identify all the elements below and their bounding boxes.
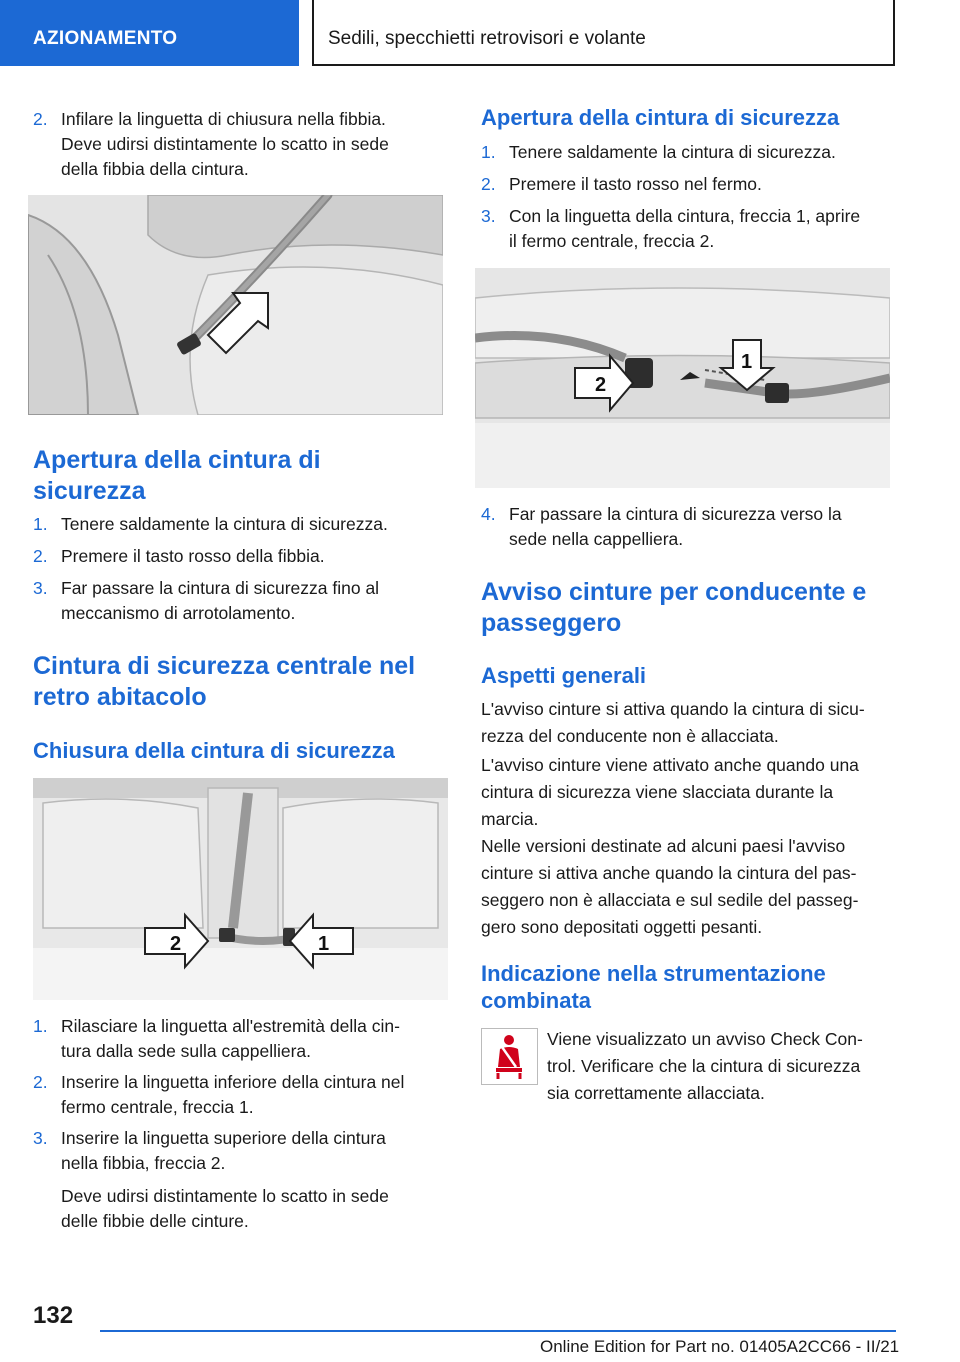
heading-instrument-display: Indicazione nella strumentazione combinata: [481, 961, 826, 1013]
chapter-title: Sedili, specchietti retrovisori e volante: [328, 28, 646, 49]
paragraph: L'avviso cinture viene attivato anche quando una cintura di sicurezza viene slacciata durante la marcia.: [481, 755, 859, 829]
callout-label-2: 2: [170, 933, 182, 955]
figure-center-belt-open: [475, 268, 890, 488]
page-number: 132: [33, 1302, 74, 1329]
heading-center-belt: Cintura di sicurezza centrale nel retro abitacolo: [33, 652, 416, 711]
heading-general: Aspetti generali: [481, 663, 647, 688]
figure-center-belt-close: [33, 778, 448, 1000]
paragraph: L'avviso cinture si attiva quando la cintura di sicu- rezza del conducente non è allacciata.: [481, 699, 865, 746]
heading-open-center-belt: Apertura della cintura di sicurezza: [481, 105, 840, 130]
display-text: Viene visualizzato un avviso Check Con- trol. Verificare che la cintura di sicurezza sia correttamente allacciata.: [547, 1029, 863, 1103]
callout-label-1: 1: [318, 933, 330, 955]
chapter-tab: [312, 0, 895, 66]
paragraph: Nelle versioni destinate ad alcuni paesi l'avviso cinture si attiva anche quando la cintura del pas- seggero non è allacciata e sul sedile del passeg- gero sono depositati oggetti pesanti.: [481, 836, 859, 937]
footer-divider: [100, 1330, 896, 1332]
section-title: AZIONAMENTO: [33, 28, 178, 49]
edition-text: Online Edition for Part no. 01405A2CC66 - II/21: [540, 1337, 900, 1356]
heading-belt-warning: Avviso cinture per conducente e passeggero: [481, 578, 867, 637]
figure-buckle-insert: [28, 195, 443, 415]
seatbelt-warning-icon: [481, 1028, 538, 1085]
callout-label-1: 1: [741, 351, 753, 373]
heading-open-belt: Apertura della cintura di sicurezza: [33, 446, 321, 505]
heading-close-belt: Chiusura della cintura di sicurezza: [33, 738, 395, 763]
callout-label-2: 2: [595, 374, 607, 396]
page-header: [0, 0, 960, 66]
section-tab: [0, 0, 299, 66]
